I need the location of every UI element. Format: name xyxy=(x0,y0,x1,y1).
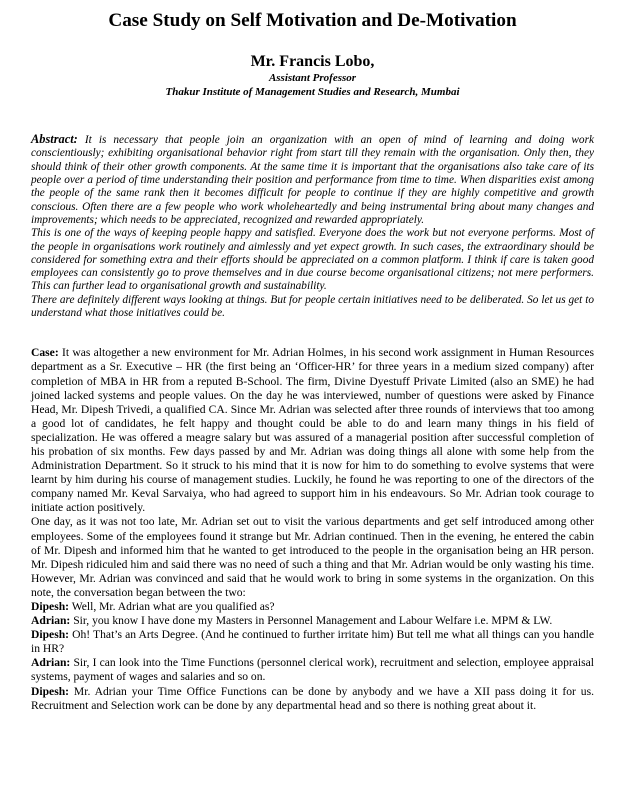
dialogue-text: Mr. Adrian your Time Office Functions can be done by anybody and we have a XII pass doing it for us. Recruitment and Selection work can be done by any departmental head and so there is nothing great about it. xyxy=(31,684,595,712)
case-paragraph xyxy=(31,346,594,515)
dialogue-text: Sir, I can look into the Time Functions (personnel clerical work), recruitment and selection, employee appraisal systems, payment of wages and salaries and so on. xyxy=(31,656,595,684)
paper-page xyxy=(31,0,594,713)
speaker-label: Dipesh: xyxy=(31,684,70,698)
abstract-paragraph: This is one of the ways of keeping people happy and satisfied. Everyone does the work but not everyone performs. Most of the people in organisations work routinely and aimlessly and yet expect growth. In such cases, the extraordinary should be considered for something extra and their efforts should be appreciated on a common platform. I think if care is taken good employees can consistently go to prove themselves and in due course become organisational citizens; not mere performers. This can further lead to organisational growth and sustainability. xyxy=(31,227,594,293)
case-label: Case: xyxy=(31,346,59,360)
author-affiliation: Thakur Institute of Management Studies and Research, Mumbai xyxy=(165,86,460,99)
dialogue-line xyxy=(31,685,594,713)
dialogue-text: Sir, you know I have done my Masters in Personnel Management and Labour Welfare i.e. MPM & LW. xyxy=(73,614,553,628)
dialogue-line xyxy=(31,600,594,614)
dialogue-text: Well, Mr. Adrian what are you qualified as? xyxy=(71,600,275,614)
dialogue-line xyxy=(31,656,594,684)
author-role: Assistant Professor xyxy=(268,71,357,84)
case-intro-text: It was altogether a new environment for Mr. Adrian Holmes, in his second work assignment in Human Resources department as a Sr. Executive – HR (the first being an ‘Officer-HR’ for three years in a medium sized company) after completion of MBA in HR from a reputed B-School. The firm, Divine Dyestuff Private Limited (also an SME) he had joined lacked systems and people values. On the day he was interviewed, number of questions were asked by Finance Head, Mr. Dipesh Trivedi, a qualified CA. Since Mr. Adrian was selected after three rounds of interviews that too among a good lot of candidates, he felt happy and thought could be able to do and learn many things in his field of specialization. He was offered a meagre salary but was assured of a managerial position after successful completion of his probation of six months. Few days passed by and Mr. Adrian was doing things all alone with some help from the Administration Department. So it struck to his mind that it is now for him to do something to evolve systems that were learnt by him during his course of management studies. Luckily, he found he was reporting to one of the directors of the company named Mr. Keval Sarvaiya, who had agreed to support him in his endeavours. So Mr. Adrian took courage to initiate action positively. xyxy=(31,346,594,515)
speaker-label: Adrian: xyxy=(31,656,71,670)
abstract-paragraph xyxy=(31,133,594,227)
abstract-label: Abstract: xyxy=(31,132,78,147)
abstract-text: It is necessary that people join an organization with an open of mind of learning and doing work conscientiously; exhibiting organisational behavior right from start till they remain with the organisation. Only then, they should think of their other growth components. At the same time it is important that the organisations also take care of its people over a period of time understanding their position and performance from time to time. When disparities exist among the people of the same rank then it becomes difficult for people to continue if they are highly competitive and growth conscious. Often there are a few people who work wholeheartedly and being instrumental bring about many changes and improvements; which needs to be appreciated, recognized and rewarded appropriately. xyxy=(31,134,594,226)
abstract-paragraph: There are definitely different ways looking at things. But for people certain initiatives need to be deliberated. So let us get to understand what those initiatives could be. xyxy=(31,293,594,320)
case-paragraph: One day, as it was not too late, Mr. Adrian set out to visit the various departments and get self introduced among other employees. Some of the employees found it strange but Mr. Adrian continued. Then in the evening, he entered the cabin of Mr. Dipesh and informed him that he wanted to get introduced to the people in the organisation being an HR person. Mr. Dipesh ridiculed him and said there was no need of such a thing and that Mr. Adrian would be only wasting his time. However, Mr. Adrian was convinced and said that he would work to bring in some systems in the organization. On this note, the conversation began between the two: xyxy=(31,515,594,599)
speaker-label: Dipesh: xyxy=(31,600,70,614)
paper-title: Case Study on Self Motivation and De-Motivation xyxy=(108,10,517,31)
author-name: Mr. Francis Lobo, xyxy=(250,53,375,71)
case-section xyxy=(31,346,594,712)
dialogue-line xyxy=(31,628,594,656)
dialogue-line xyxy=(31,614,594,628)
abstract-section xyxy=(31,133,594,320)
dialogue-text: Oh! That’s an Arts Degree. (And he continued to further irritate him) But tell me what all things can you handle in HR? xyxy=(31,628,594,656)
speaker-label: Dipesh: xyxy=(31,628,70,642)
speaker-label: Adrian: xyxy=(31,614,71,628)
